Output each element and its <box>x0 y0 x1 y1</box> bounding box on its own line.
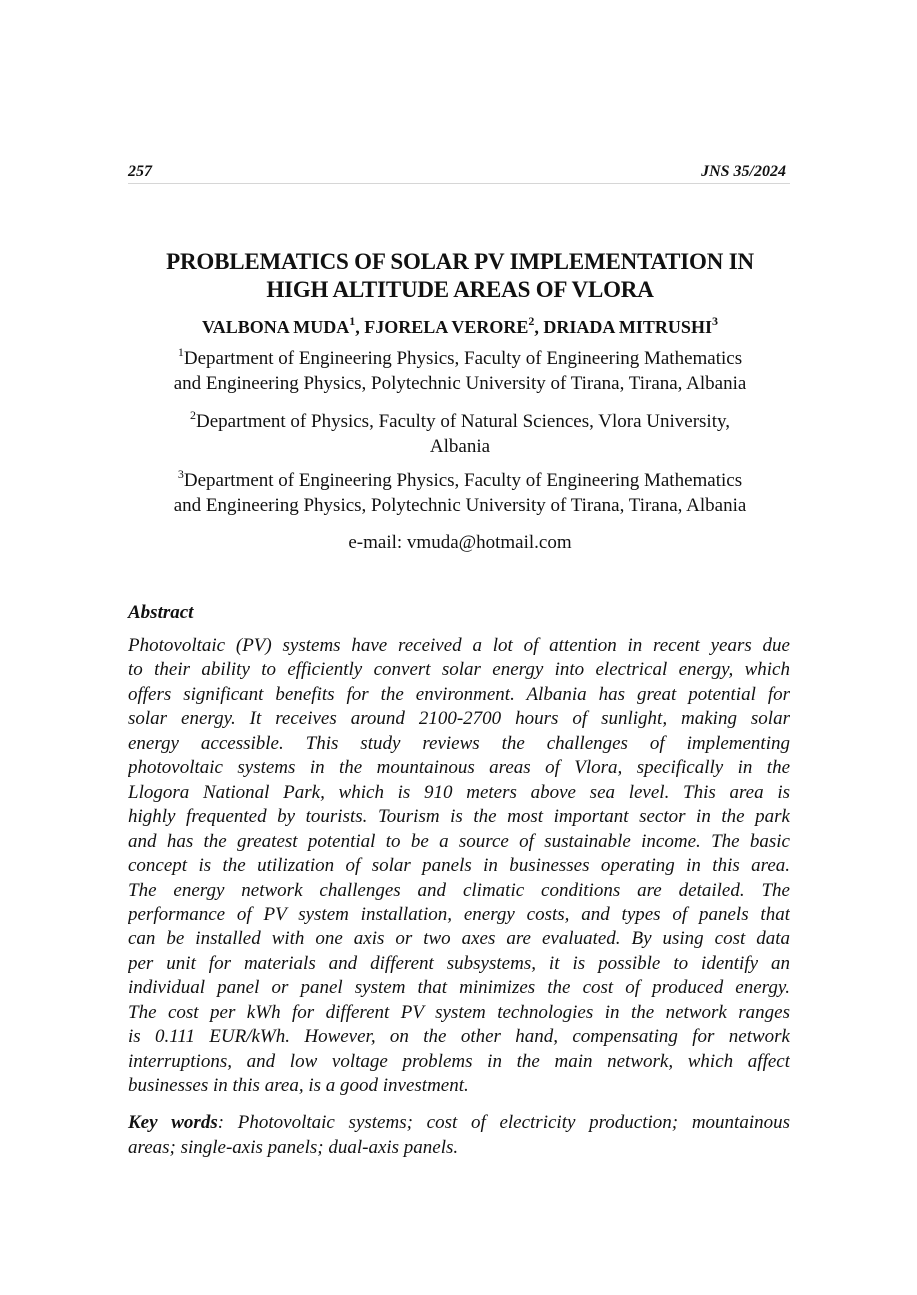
affiliation-line: Department of Engineering Physics, Faculty of Engineering Mathematics <box>183 348 743 369</box>
affiliation-mark: 1 <box>177 344 184 359</box>
abstract-line: Llogora National Park, which is 910 meters above sea level. This area is <box>128 781 790 803</box>
author-list <box>110 315 810 339</box>
affiliation-2 <box>110 409 810 459</box>
abstract-line: can be installed with one axis or two axes are evaluated. By using cost data <box>128 928 790 950</box>
author-affiliation-mark: 1 <box>349 314 356 328</box>
abstract-heading: Abstract <box>128 602 194 623</box>
affiliation-line: and Engineering Physics, Polytechnic University of Tirana, Tirana, Albania <box>173 373 747 394</box>
abstract-body <box>128 634 790 1099</box>
title-line-1: PROBLEMATICS OF SOLAR PV IMPLEMENTATION IN <box>166 249 754 274</box>
affiliation-mark: 3 <box>177 466 184 481</box>
abstract-line: per unit for materials and different subsystems, it is possible to identify an <box>128 952 790 974</box>
abstract-line: photovoltaic systems in the mountainous areas of Vlora, specifically in the <box>128 757 790 779</box>
abstract-line: concept is the utilization of solar panels in businesses operating in this area. <box>128 855 790 877</box>
abstract-line: offers significant benefits for the environment. Albania has great potential for <box>128 683 790 705</box>
author-name: VALBONA MUDA <box>202 317 350 337</box>
abstract-line: to their ability to efficiently convert solar energy into electrical energy, which <box>128 659 790 681</box>
page-number: 257 <box>128 163 152 180</box>
abstract-line: individual panel or panel system that minimizes the cost of produced energy. <box>128 977 790 999</box>
affiliation-line: and Engineering Physics, Polytechnic University of Tirana, Tirana, Albania <box>173 495 747 516</box>
author-name: DRIADA MITRUSHI <box>543 317 712 337</box>
abstract-line: Photovoltaic (PV) systems have received a lot of attention in recent years due <box>128 635 790 656</box>
affiliation-line: Albania <box>429 436 491 457</box>
abstract-line: interruptions, and low voltage problems in the main network, which affect <box>128 1050 790 1072</box>
journal-issue: JNS 35/2024 <box>701 163 786 180</box>
abstract-line: businesses in this area, is a good investment. <box>128 1075 469 1097</box>
paper-title <box>110 248 810 304</box>
affiliation-line: Department of Physics, Faculty of Natural Sciences, Vlora University, <box>196 411 730 432</box>
author-affiliation-mark: 3 <box>711 314 718 328</box>
abstract-line: energy accessible. This study reviews the challenges of implementing <box>128 732 790 754</box>
keywords-text: : Photovoltaic systems; cost of electricity production; mountainous <box>217 1112 791 1133</box>
abstract-line: The cost per kWh for different PV system technologies in the network ranges <box>128 1001 790 1023</box>
abstract-line: performance of PV system installation, energy costs, and types of panels that <box>128 903 790 925</box>
affiliation-3 <box>110 468 810 518</box>
contact-email: e-mail: vmuda@hotmail.com <box>348 532 572 553</box>
running-header <box>128 161 790 184</box>
keywords-text: areas; single-axis panels; dual-axis panels. <box>128 1136 459 1158</box>
abstract-line: highly frequented by tourists. Tourism is the most important sector in the park <box>128 806 790 828</box>
keywords <box>128 1111 790 1160</box>
abstract-line: and has the greatest potential to be a source of sustainable income. The basic <box>128 830 790 852</box>
author-name: FJORELA VERORE <box>364 317 529 337</box>
affiliation-line: Department of Engineering Physics, Faculty of Engineering Mathematics <box>183 470 743 491</box>
title-line-2: HIGH ALTITUDE AREAS OF VLORA <box>266 277 654 302</box>
affiliation-mark: 2 <box>190 407 196 422</box>
author-separator: , <box>355 317 365 337</box>
author-affiliation-mark: 2 <box>528 314 535 328</box>
abstract-line: solar energy. It receives around 2100-2700 hours of sunlight, making solar <box>128 708 790 730</box>
abstract-line: is 0.111 EUR/kWh. However, on the other hand, compensating for network <box>128 1026 790 1048</box>
abstract-line: The energy network challenges and climatic conditions are detailed. The <box>128 879 790 901</box>
keywords-label: Key words <box>128 1112 218 1133</box>
affiliation-1 <box>110 346 810 396</box>
author-separator: , <box>534 317 544 337</box>
